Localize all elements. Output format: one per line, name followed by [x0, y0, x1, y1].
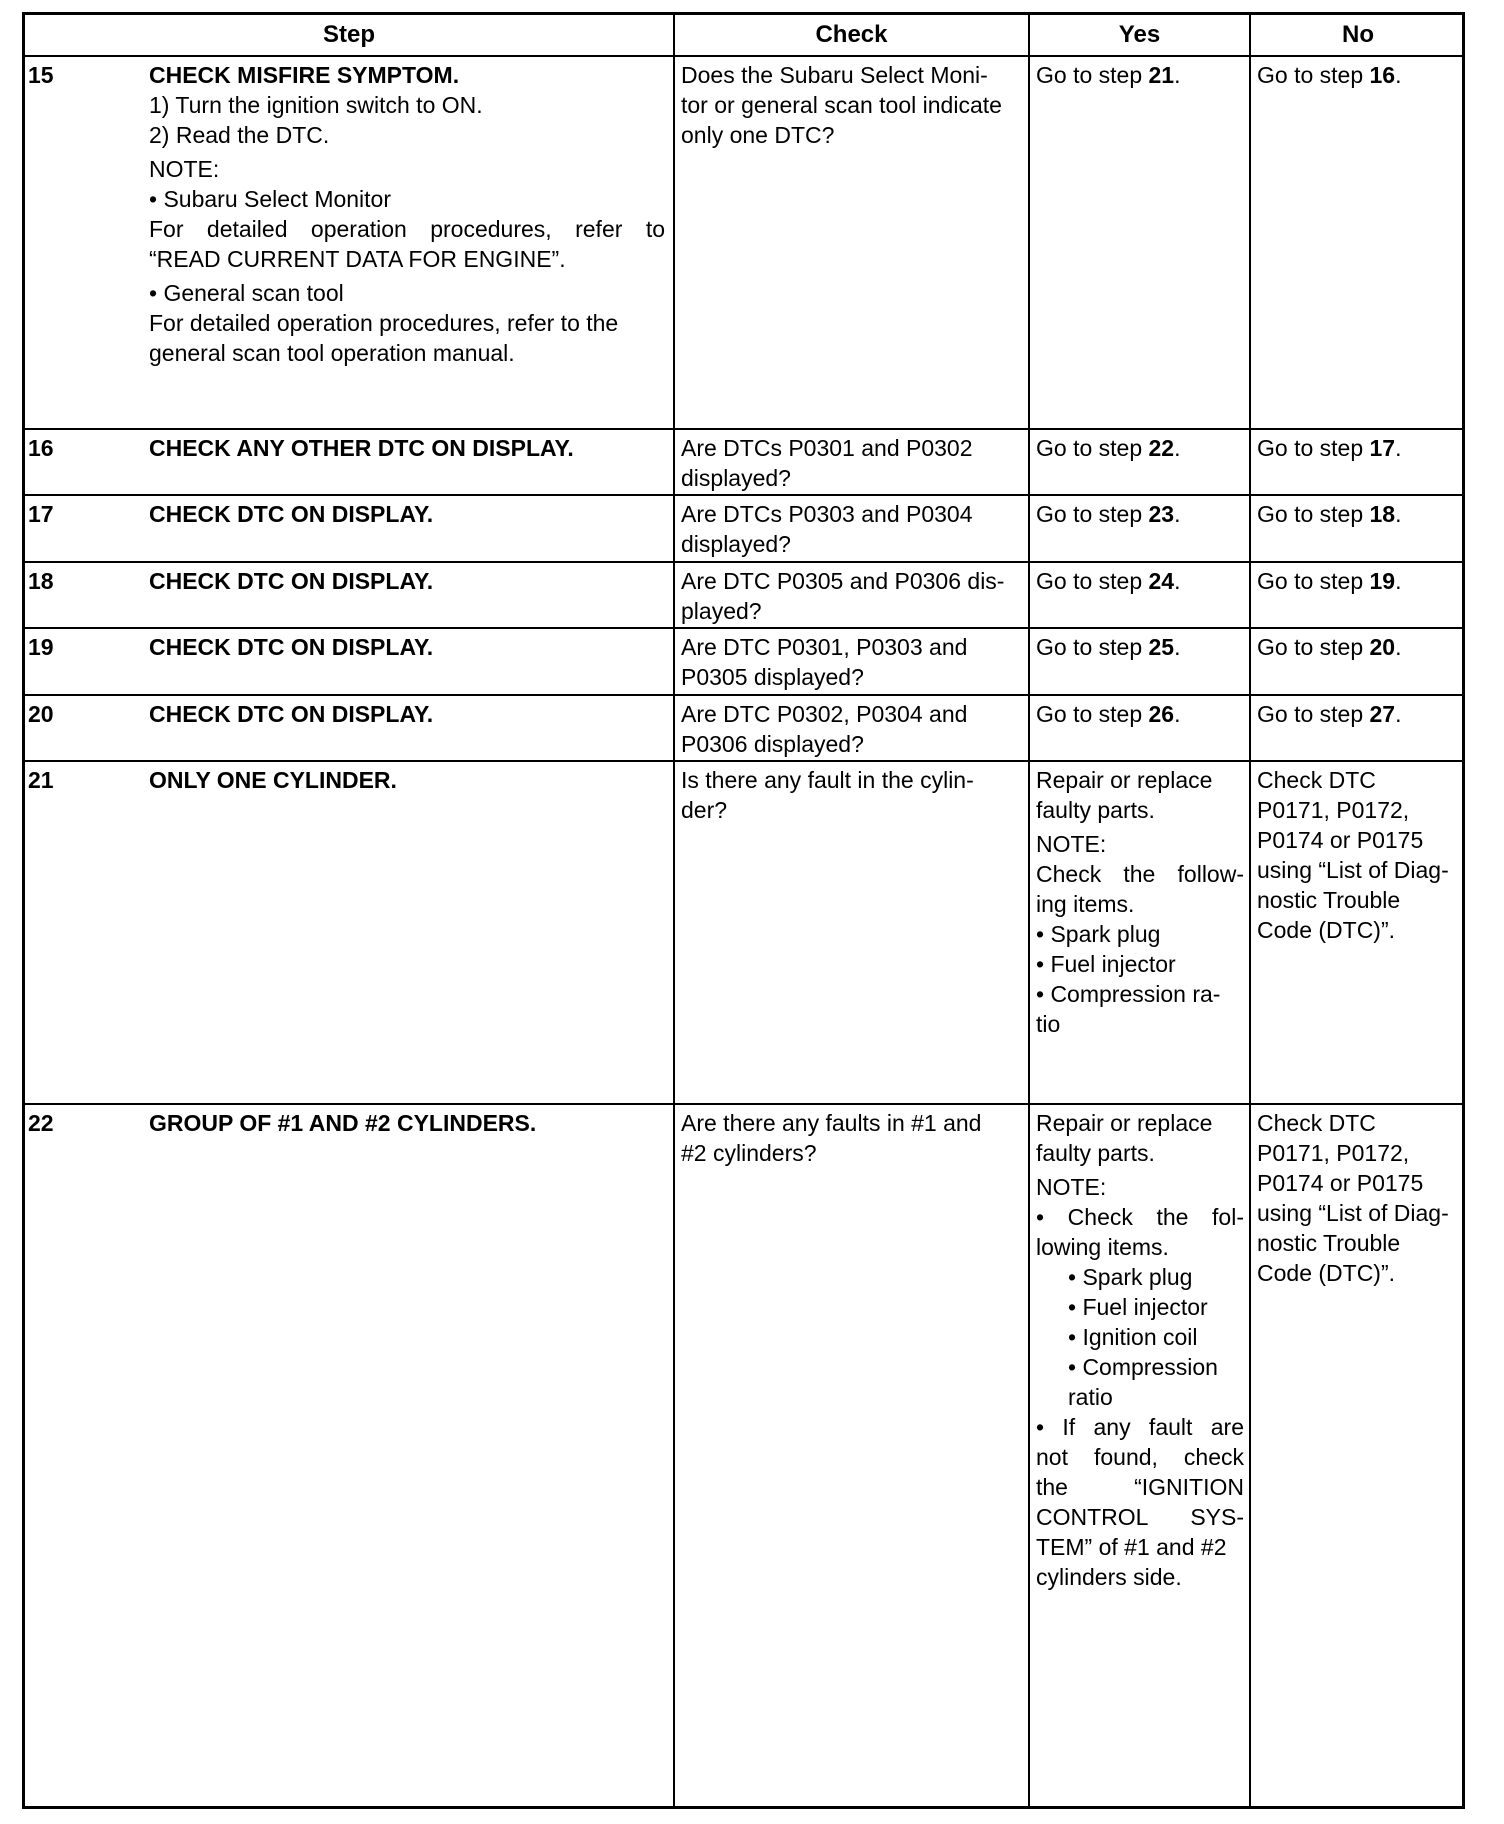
- no-text: .: [1395, 634, 1402, 660]
- yes-bullet: • Fuel injector: [1068, 1294, 1208, 1320]
- yes-text: ratio: [1068, 1384, 1113, 1410]
- header-no: No: [1342, 21, 1374, 48]
- yes-text: Repair or replace: [1036, 1110, 1213, 1136]
- no-text: Go to step: [1257, 62, 1370, 88]
- yes-bullet: • Compression ra-: [1036, 981, 1221, 1007]
- yes-cell: [1036, 566, 1181, 596]
- yes-bullet: • Ignition coil: [1068, 1324, 1198, 1350]
- yes-step-number: 24: [1148, 568, 1175, 594]
- step-number: 15: [28, 62, 54, 88]
- no-step-number: 16: [1369, 62, 1396, 88]
- step-title: CHECK MISFIRE SYMPTOM.: [149, 62, 460, 88]
- step-number: 16: [28, 435, 54, 461]
- step-title: CHECK DTC ON DISPLAY.: [149, 568, 434, 594]
- note-label: NOTE:: [1036, 831, 1107, 857]
- check-cell: [681, 499, 1023, 559]
- no-text: .: [1395, 501, 1402, 527]
- check-cell: [681, 433, 1023, 493]
- yes-text: the “IGNITION: [1036, 1474, 1244, 1500]
- row-divider: [25, 694, 1462, 696]
- yes-text: Go to step: [1036, 62, 1149, 88]
- no-cell: [1257, 765, 1462, 945]
- check-text: Are DTC P0301, P0303 and: [681, 634, 968, 660]
- yes-step-number: 23: [1148, 501, 1175, 527]
- yes-bullet: • Check the fol-: [1036, 1204, 1244, 1230]
- no-step-number: 19: [1369, 568, 1396, 594]
- yes-text: .: [1174, 62, 1181, 88]
- yes-text: not found, check: [1036, 1444, 1244, 1470]
- step-number: 18: [28, 568, 54, 594]
- yes-text: CONTROL SYS-: [1036, 1504, 1244, 1530]
- step-title: CHECK ANY OTHER DTC ON DISPLAY.: [149, 435, 574, 461]
- step-body: [149, 60, 665, 368]
- step-number: 21: [28, 767, 54, 793]
- step-instruction: 1) Turn the ignition switch to ON.: [149, 92, 483, 118]
- step-title: GROUP OF #1 AND #2 CYLINDERS.: [149, 1110, 537, 1136]
- yes-bullet: • Fuel injector: [1036, 951, 1176, 977]
- yes-bullet: • If any fault are: [1036, 1414, 1244, 1440]
- note-label: NOTE:: [1036, 1174, 1107, 1200]
- yes-cell: [1036, 1108, 1244, 1592]
- row-divider: [25, 428, 1462, 430]
- check-text: Are there any faults in #1 and: [681, 1110, 982, 1136]
- yes-cell: [1036, 433, 1181, 463]
- yes-text: tio: [1036, 1011, 1061, 1037]
- no-text: P0171, P0172,: [1257, 797, 1410, 823]
- no-text: Go to step: [1257, 701, 1370, 727]
- no-step-number: 18: [1369, 501, 1396, 527]
- no-step-number: 17: [1369, 435, 1396, 461]
- no-text: Go to step: [1257, 501, 1370, 527]
- step-instruction: 2) Read the DTC.: [149, 122, 330, 148]
- yes-text: Repair or replace: [1036, 767, 1213, 793]
- no-step-number: 27: [1369, 701, 1396, 727]
- column-divider: [1249, 15, 1251, 1806]
- no-text: Check DTC: [1257, 767, 1376, 793]
- note-text: “READ CURRENT DATA FOR ENGINE”.: [149, 246, 566, 272]
- step-number: 22: [28, 1110, 54, 1136]
- check-cell: [681, 60, 1023, 150]
- yes-text: Check the follow-: [1036, 861, 1244, 887]
- no-text: .: [1395, 62, 1402, 88]
- header-check: Check: [815, 21, 888, 48]
- check-text: P0306 displayed?: [681, 731, 864, 757]
- check-cell: [681, 632, 1023, 692]
- no-text: .: [1395, 435, 1402, 461]
- yes-text: Go to step: [1036, 568, 1149, 594]
- yes-step-number: 26: [1148, 701, 1175, 727]
- check-text: displayed?: [681, 531, 791, 557]
- check-text: P0305 displayed?: [681, 664, 864, 690]
- yes-text: lowing items.: [1036, 1234, 1169, 1260]
- no-text: .: [1395, 701, 1402, 727]
- check-text: displayed?: [681, 465, 791, 491]
- note-text: For detailed operation procedures, refer to the: [149, 310, 619, 336]
- note-label: NOTE:: [149, 156, 220, 182]
- no-text: P0174 or P0175: [1257, 827, 1424, 853]
- yes-cell: [1036, 699, 1181, 729]
- no-cell: [1257, 60, 1402, 90]
- row-divider: [25, 561, 1462, 563]
- check-text: Does the Subaru Select Moni-: [681, 62, 988, 88]
- no-text: using “List of Diag-: [1257, 1200, 1449, 1226]
- no-cell: [1257, 433, 1402, 463]
- check-text: #2 cylinders?: [681, 1140, 817, 1166]
- header-step: Step: [322, 21, 375, 48]
- no-text: nostic Trouble: [1257, 1230, 1401, 1256]
- check-text: Are DTC P0305 and P0306 dis-: [681, 568, 1005, 594]
- header-divider: [25, 55, 1462, 57]
- note-text: general scan tool operation manual.: [149, 340, 515, 366]
- note-bullet: • Subaru Select Monitor: [149, 186, 392, 212]
- row-divider: [25, 760, 1462, 762]
- check-text: only one DTC?: [681, 122, 835, 148]
- yes-step-number: 25: [1148, 634, 1175, 660]
- note-bullet: • General scan tool: [149, 280, 344, 306]
- no-cell: [1257, 1108, 1462, 1288]
- yes-cell: [1036, 499, 1181, 529]
- step-title: ONLY ONE CYLINDER.: [149, 767, 397, 793]
- yes-text: .: [1174, 435, 1181, 461]
- column-divider: [1028, 15, 1030, 1806]
- yes-text: .: [1174, 634, 1181, 660]
- check-text: Is there any fault in the cylin-: [681, 767, 974, 793]
- yes-text: Go to step: [1036, 634, 1149, 660]
- check-cell: [681, 765, 1023, 825]
- row-divider: [25, 494, 1462, 496]
- no-text: Go to step: [1257, 435, 1370, 461]
- step-number: 17: [28, 501, 54, 527]
- yes-bullet: • Spark plug: [1036, 921, 1161, 947]
- yes-text: faulty parts.: [1036, 1140, 1155, 1166]
- yes-text: Go to step: [1036, 501, 1149, 527]
- check-text: Are DTC P0302, P0304 and: [681, 701, 968, 727]
- no-text: Code (DTC)”.: [1257, 917, 1396, 943]
- yes-bullet: • Spark plug: [1068, 1264, 1193, 1290]
- no-text: Code (DTC)”.: [1257, 1260, 1396, 1286]
- yes-bullet: • Compression: [1068, 1354, 1218, 1380]
- no-cell: [1257, 632, 1402, 662]
- yes-cell: [1036, 60, 1181, 90]
- yes-text: faulty parts.: [1036, 797, 1155, 823]
- yes-cell: [1036, 632, 1181, 662]
- yes-text: TEM” of #1 and #2: [1036, 1534, 1227, 1560]
- check-text: der?: [681, 797, 728, 823]
- check-text: tor or general scan tool indicate: [681, 92, 1002, 118]
- yes-text: .: [1174, 568, 1181, 594]
- no-cell: [1257, 566, 1402, 596]
- step-number: 20: [28, 701, 54, 727]
- check-cell: [681, 1108, 1023, 1168]
- no-text: Go to step: [1257, 634, 1370, 660]
- no-text: nostic Trouble: [1257, 887, 1401, 913]
- no-text: Go to step: [1257, 568, 1370, 594]
- yes-text: .: [1174, 501, 1181, 527]
- no-cell: [1257, 499, 1402, 529]
- check-cell: [681, 699, 1023, 759]
- yes-text: Go to step: [1036, 435, 1149, 461]
- yes-text: cylinders side.: [1036, 1564, 1182, 1590]
- note-text: For detailed operation procedures, refer to: [149, 216, 665, 242]
- yes-cell: [1036, 765, 1244, 1039]
- check-text: Are DTCs P0301 and P0302: [681, 435, 973, 461]
- column-divider: [673, 15, 675, 1806]
- no-text: P0171, P0172,: [1257, 1140, 1410, 1166]
- yes-text: .: [1174, 701, 1181, 727]
- row-divider: [25, 627, 1462, 629]
- yes-step-number: 22: [1148, 435, 1175, 461]
- no-text: .: [1395, 568, 1402, 594]
- check-text: played?: [681, 598, 762, 624]
- yes-text: ing items.: [1036, 891, 1135, 917]
- no-text: Check DTC: [1257, 1110, 1376, 1136]
- no-step-number: 20: [1369, 634, 1396, 660]
- step-title: CHECK DTC ON DISPLAY.: [149, 501, 434, 527]
- no-text: P0174 or P0175: [1257, 1170, 1424, 1196]
- header-yes: Yes: [1118, 21, 1161, 48]
- no-text: using “List of Diag-: [1257, 857, 1449, 883]
- diagnostic-table: [22, 12, 1465, 1809]
- step-number: 19: [28, 634, 54, 660]
- step-title: CHECK DTC ON DISPLAY.: [149, 634, 434, 660]
- yes-text: Go to step: [1036, 701, 1149, 727]
- row-divider: [25, 1103, 1462, 1105]
- step-title: CHECK DTC ON DISPLAY.: [149, 701, 434, 727]
- check-cell: [681, 566, 1023, 626]
- yes-step-number: 21: [1148, 62, 1175, 88]
- no-cell: [1257, 699, 1402, 729]
- check-text: Are DTCs P0303 and P0304: [681, 501, 973, 527]
